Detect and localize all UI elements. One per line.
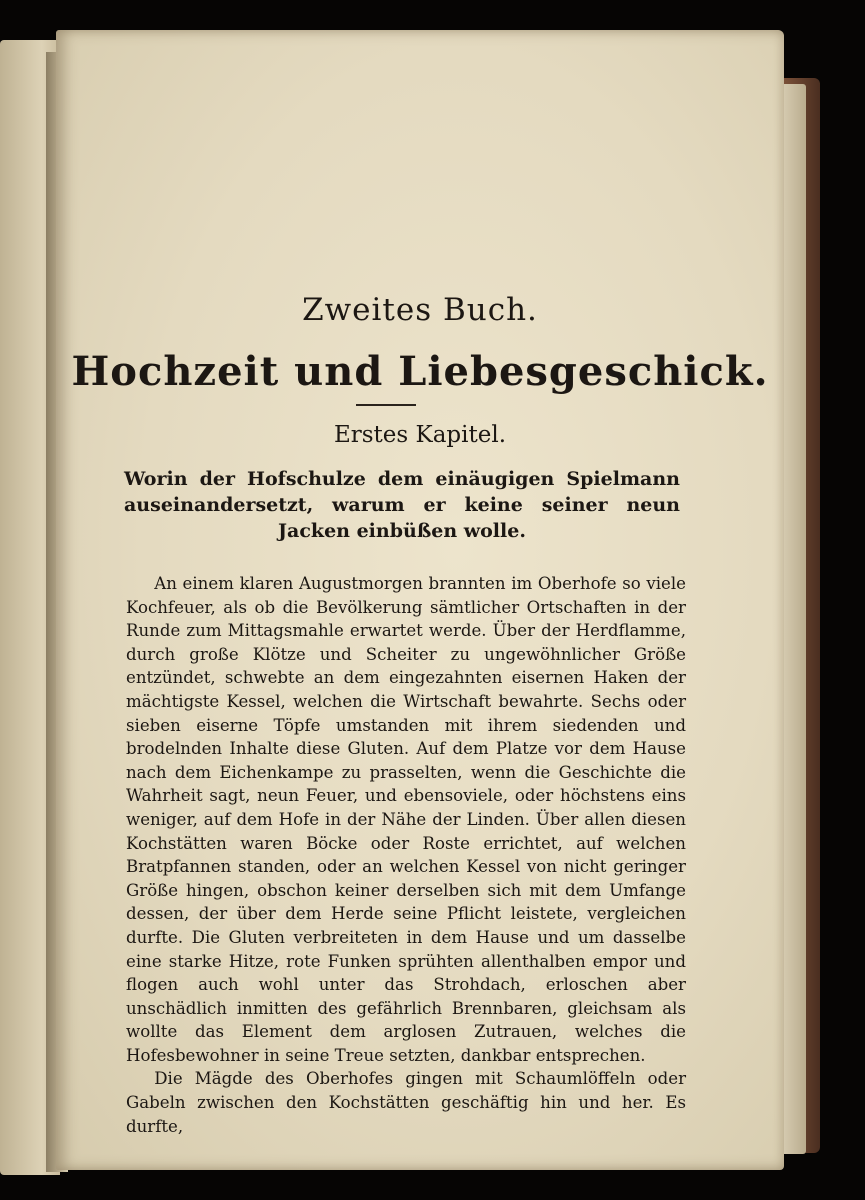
- body-text: [126, 572, 686, 1138]
- book-page: [56, 30, 784, 1170]
- book-heading: Zweites Buch.: [302, 292, 538, 328]
- paragraph-1: An einem klaren Augustmorgen brannten im Oberhofe so viele Kochfeuer, als ob die Bevölkerung sämtlicher Ortschaften in der Runde zum Mittagsmahle erwartet werde. Über der Herdflamme, durch große Klötze und Scheiter zu ungewöhnlicher Größe entzündet, schwebte an dem eingezahnten eisernen Haken der mächtigste Kessel, welchen die Wirtschaft bewahrte. Sechs oder sieben eiserne Töpfe umstanden mit ihrem siedenden und brodelnden Inhalte diese Gluten. Auf dem Platze vor dem Hause nach dem Eichenkampe zu prasselten, wenn die Geschichte die Wahrheit sagt, neun Feuer, und ebensoviele, oder höchstens eins weniger, auf dem Hofe in der Nähe der Linden. Über allen diesen Kochstätten waren Böcke oder Roste errichtet, auf welchen Bratpfannen standen, oder an welchen Kessel von nicht geringer Größe hingen, obschon keiner derselben sich mit dem Umfange dessen, der über dem Herde seine Pflicht leistete, vergleichen durfte. Die Gluten verbreiteten in dem Hause und um dasselbe eine starke Hitze, rote Funken sprühten allenthalben empor und flogen auch wohl unter das Strohdach, erloschen aber unschädlich inmitten des gefährlich Brennbaren, gleichsam als wollte das Element dem arglosen Zutrauen, welches die Hofesbewohner in seine Treue setzten, dankbar entsprechen.: [126, 574, 686, 1065]
- divider-rule: [356, 404, 416, 406]
- chapter-heading: Erstes Kapitel.: [333, 422, 507, 448]
- book-title: Hochzeit und Liebesgeschick.: [71, 348, 769, 395]
- paragraph-2: Die Mägde des Oberhofes gingen mit Schaumlöffeln oder Gabeln zwischen den Kochstätten geschäftig hin und her. Es durfte,: [126, 1069, 686, 1136]
- chapter-summary: Worin der Hofschulze dem einäugigen Spielmann auseinandersetzt, warum er keine seiner neun Jacken einbüßen wolle.: [124, 468, 680, 542]
